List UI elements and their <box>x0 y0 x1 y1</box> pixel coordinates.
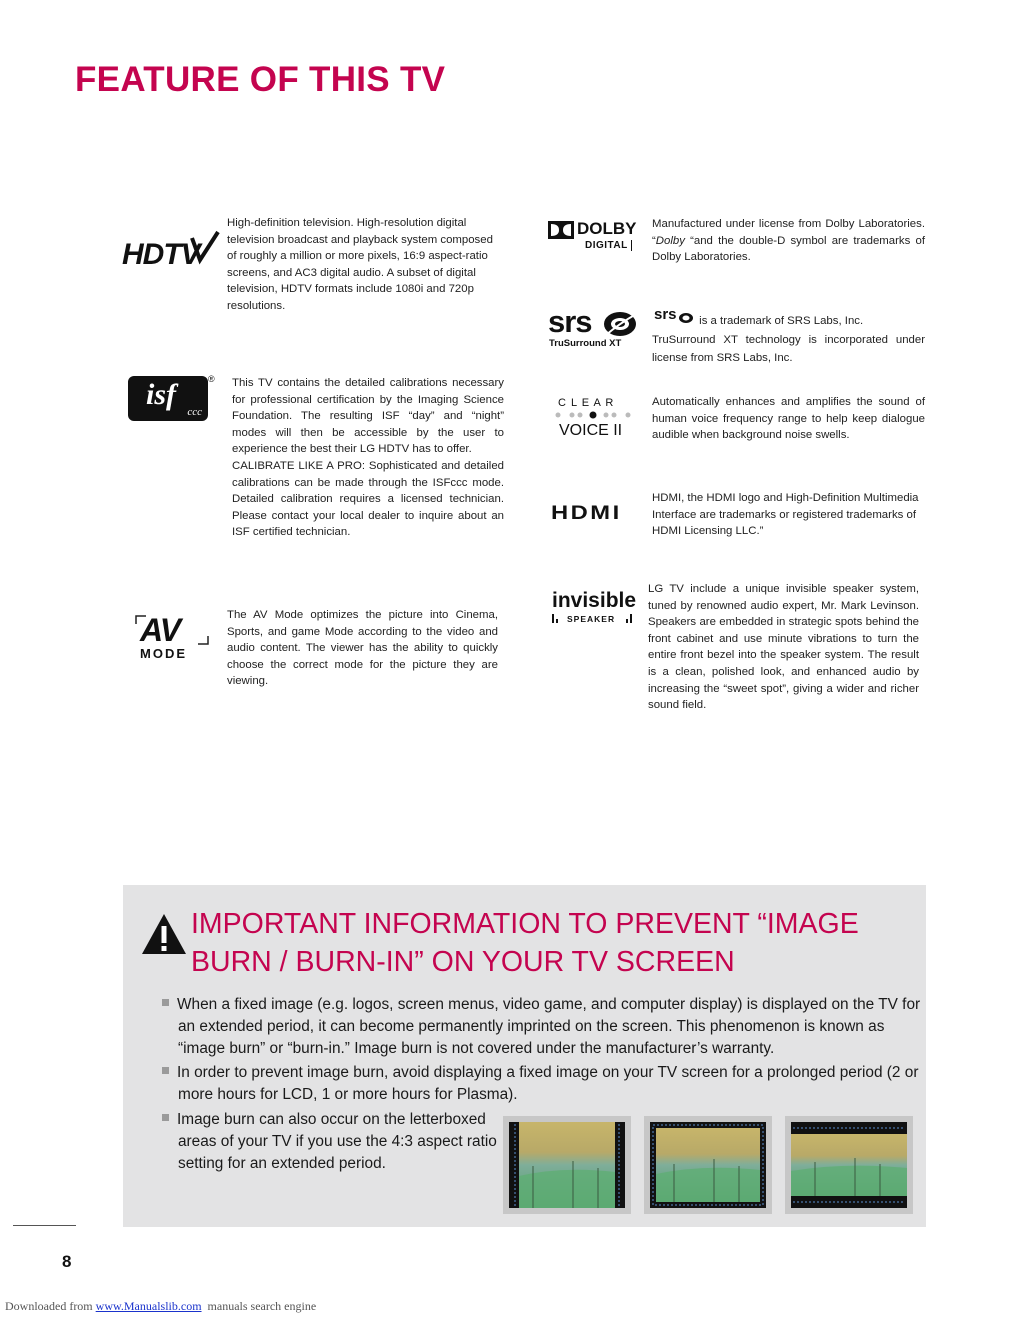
clear-voice-dots-icon <box>553 411 635 419</box>
srs-logo-text: srs <box>548 304 592 339</box>
registered-mark-icon: ® <box>208 374 215 384</box>
srs-inline-logo <box>652 306 696 326</box>
page-number-rule <box>13 1225 76 1226</box>
isf-logo-text: isf <box>146 378 176 411</box>
av-mode-description: The AV Mode optimizes the picture into Cinema, Sports, and game Mode according to the video and audio content. The viewer has the ability to quickly choose the correct mode for the picture they are viewing. <box>227 609 498 688</box>
isf-description <box>232 375 504 541</box>
bullet-square-icon <box>162 1114 169 1121</box>
clear-voice-logo <box>553 397 635 443</box>
warning-bullet-2 <box>162 1062 922 1106</box>
srs-circle-icon <box>600 309 640 339</box>
bullet-square-icon <box>162 1067 169 1074</box>
pillarbox-screen-illustration <box>503 1116 631 1214</box>
bullet-square-icon <box>162 999 169 1006</box>
invisible-logo-text: invisible <box>552 589 637 612</box>
dolby-text-b: “and the double-D symbol are trademarks of Dolby Laboratories. <box>652 234 925 264</box>
hdmi-logo-text: HDMI <box>551 503 622 524</box>
av-mode-logo-text: MODE <box>140 646 187 661</box>
burn-in-example-image-1 <box>503 1116 631 1214</box>
clear-logo-text: C L E A R <box>558 397 615 409</box>
page-number: 8 <box>62 1252 72 1271</box>
warning-triangle-icon <box>140 912 188 956</box>
dolby-double-d-icon <box>548 221 574 239</box>
warning-bullet-3 <box>162 1109 509 1175</box>
burn-in-example-image-3 <box>785 1116 913 1214</box>
invisible-speaker-description: LG TV include a unique invisible speaker system, tuned by renowned audio expert, Mr. Mark Levinson. Speakers are embedded in strategic spots behind the front cabinet and use minute vibrations to turn the entire front bezel into the speaker system. The result is a clean, polished look, and enhanced audio by increasing the “sweet spot”, giving a wider and richer sound field. <box>648 583 919 712</box>
dolby-logo-text: DOLBY <box>577 219 637 238</box>
srs-logo-sub: TruSurround XT <box>549 338 622 349</box>
invisible-speaker-logo <box>552 589 638 628</box>
srs-logo <box>548 304 640 350</box>
dolby-text-italic: Dolby <box>655 234 685 247</box>
warning-title: IMPORTANT INFORMATION TO PREVENT “IMAGE BURN / BURN-IN” ON YOUR TV SCREEN <box>191 908 859 978</box>
warning-bullet-2-text: In order to prevent image burn, avoid displaying a fixed image on your TV screen for a prolonged period (2 or more hours for LCD, 1 or more hours for Plasma). <box>177 1064 919 1103</box>
hdmi-description: HDMI, the HDMI logo and High-Definition Multimedia Interface are trademarks or registered trademarks of HDMI Licensing LLC.” <box>652 492 919 538</box>
dolby-description <box>652 216 925 266</box>
srs-inline-logo-text: srs <box>654 306 677 323</box>
footer-prefix: Downloaded from <box>5 1299 96 1313</box>
srs-inline-circle-icon <box>678 312 694 324</box>
warning-bullet-1-text: When a fixed image (e.g. logos, screen menus, video game, and computer display) is displayed on the TV for an extended period, it can become permanently imprinted on the screen. This phenomenon is known as “image burn” or “burn-in.” Image burn is not covered under the manufacturer’s warranty. <box>177 996 921 1057</box>
isf-paragraph-1: This TV contains the detailed calibrations necessary for professional certification by the Imaging Science Foundation. The resulting ISF “day” and “night” modes will then be accessible by the user to experience the best their LG HDTV has to offer. <box>232 377 504 456</box>
voice-logo-text: VOICE II <box>559 422 623 439</box>
av-logo-text: AV <box>140 612 181 648</box>
av-mode-logo <box>134 614 210 660</box>
dolby-digital-text: DIGITAL <box>585 240 632 251</box>
hdtv-description: High-definition television. High-resolution digital television broadcast and playback system composed of roughly a million or more pixels, 16:9 aspect-ratio screens, and AC3 digital audio. A subset of digital television, HDTV formats include 1080i and 720p resolutions. <box>227 217 493 312</box>
burn-in-example-image-2 <box>644 1116 772 1214</box>
warning-bullet-3-text: Image burn can also occur on the letterboxed areas of your TV if you use the 4:3 aspect ratio setting for an extended period. <box>177 1111 497 1172</box>
srs-text-b: TruSurround XT technology is incorporated under license from SRS Labs, Inc. <box>652 333 925 364</box>
warning-bullet-1 <box>162 994 922 1060</box>
srs-description <box>652 306 925 368</box>
hdtv-logo <box>120 230 220 270</box>
hdtv-logo-text: HDTV <box>122 238 200 270</box>
letterbox-screen-illustration <box>785 1116 913 1214</box>
isf-paragraph-2: CALIBRATE LIKE A PRO: Sophisticated and detailed calibrations can be made through the ISFccc mode. Detailed calibration requires a licensed technician. Please contact your local dealer to inquire about an ISF certified technician. <box>232 459 504 539</box>
manualslib-link[interactable]: www.Manualslib.com <box>95 1299 202 1313</box>
hdmi-logo <box>551 503 635 527</box>
dolby-text-a: Manufactured under license from Dolby Laboratories. “ <box>652 218 925 247</box>
download-footer <box>5 1299 316 1314</box>
window-frame-screen-illustration <box>644 1116 772 1214</box>
dolby-logo <box>548 219 638 255</box>
speaker-bars-icon <box>552 614 638 624</box>
isf-logo <box>128 376 208 421</box>
invisible-logo-sub: SPEAKER <box>567 614 616 624</box>
clear-voice-description: Automatically enhances and amplifies the sound of human voice frequency range to help keep dialogue audible when background noise swells. <box>652 396 925 442</box>
isf-logo-ccc: ccc <box>187 406 202 418</box>
srs-text-a: is a trademark of SRS Labs, Inc. <box>696 315 864 327</box>
page-title: FEATURE OF THIS TV <box>75 60 446 99</box>
footer-suffix: manuals search engine <box>201 1299 317 1313</box>
